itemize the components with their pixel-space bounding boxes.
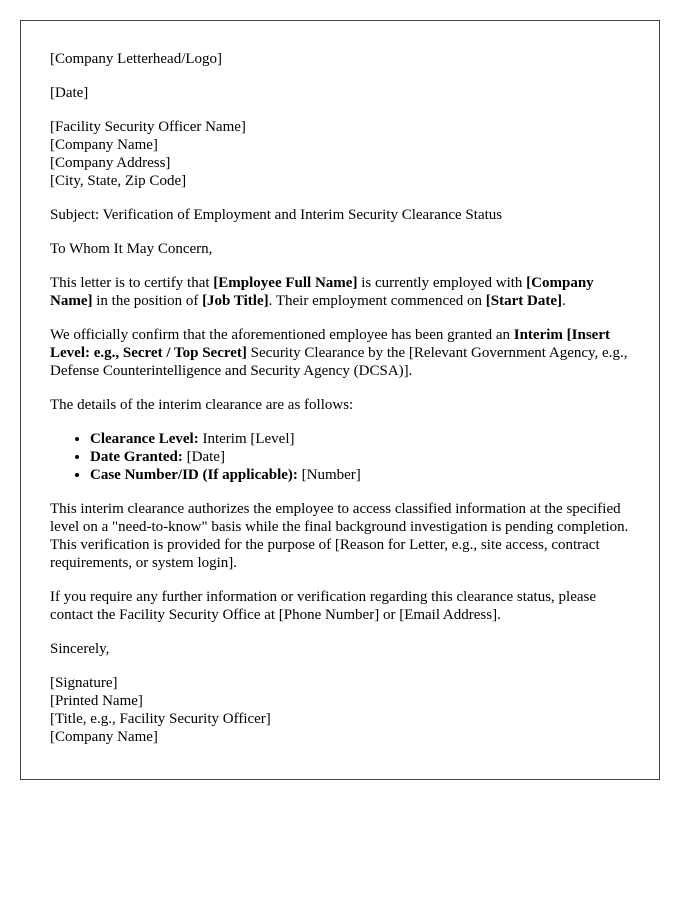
details-list [50, 430, 631, 484]
signer-company: [Company Name] [50, 729, 158, 745]
authorization-paragraph: This interim clearance authorizes the employee to access classified information at the specified level on a "need-to-know" basis while the final background investigation is pending completion. This verification is provided for the purpose of [Reason for Letter, e.g., site access, contract requirements, or system login]. [50, 501, 629, 571]
printed-name: [Printed Name] [50, 693, 143, 709]
start-date-placeholder: [Start Date] [485, 293, 562, 309]
letter-page [20, 20, 660, 780]
detail-label: Date Granted: [90, 449, 183, 465]
clearance-level-placeholder: Interim [Insert Level: e.g., Secret / Top Secret] [50, 327, 610, 361]
signer-title: [Title, e.g., Facility Security Officer] [50, 711, 271, 727]
clearance-paragraph [50, 326, 631, 380]
list-item [90, 430, 631, 448]
list-item [90, 466, 631, 484]
recipient-officer: [Facility Security Officer Name] [50, 119, 246, 135]
detail-value: Interim [Level] [198, 431, 295, 447]
recipient-company: [Company Name] [50, 137, 158, 153]
closing: Sincerely, [50, 641, 110, 657]
list-item [90, 448, 631, 466]
job-title-placeholder: [Job Title] [202, 293, 269, 309]
employment-text-3: in the position of [92, 293, 203, 309]
employment-text-2: is currently employed with [357, 275, 527, 291]
details-intro: The details of the interim clearance are as follows: [50, 397, 354, 413]
letter-date: [Date] [50, 85, 89, 101]
clearance-text-2: Security Clearance by the [Relevant Government Agency, e.g., Defense Counterintelligence and Security Agency (DCSA)]. [50, 345, 628, 379]
recipient-address [50, 118, 631, 190]
contact-paragraph: If you require any further information or verification regarding this clearance status, please contact the Facility Security Office at [Phone Number] or [Email Address]. [50, 589, 597, 623]
salutation: To Whom It May Concern, [50, 241, 213, 257]
detail-value: [Number] [297, 467, 361, 483]
employment-text-5: . [562, 293, 566, 309]
recipient-city: [City, State, Zip Code] [50, 173, 187, 189]
employment-paragraph [50, 274, 631, 310]
detail-label: Clearance Level: [90, 431, 199, 447]
employment-text-1: This letter is to certify that [50, 275, 214, 291]
employment-text-4: . Their employment commenced on [268, 293, 486, 309]
employee-name-placeholder: [Employee Full Name] [213, 275, 358, 291]
detail-value: [Date] [182, 449, 225, 465]
subject-line: Subject: Verification of Employment and Interim Security Clearance Status [50, 207, 503, 223]
company-name-placeholder: [Company Name] [50, 275, 594, 309]
signature-line: [Signature] [50, 675, 118, 691]
letterhead: [Company Letterhead/Logo] [50, 51, 223, 67]
clearance-text-1: We officially confirm that the aforementioned employee has been granted an [50, 327, 514, 343]
signature-block [50, 674, 631, 746]
detail-label: Case Number/ID (If applicable): [90, 467, 298, 483]
recipient-address-line: [Company Address] [50, 155, 171, 171]
